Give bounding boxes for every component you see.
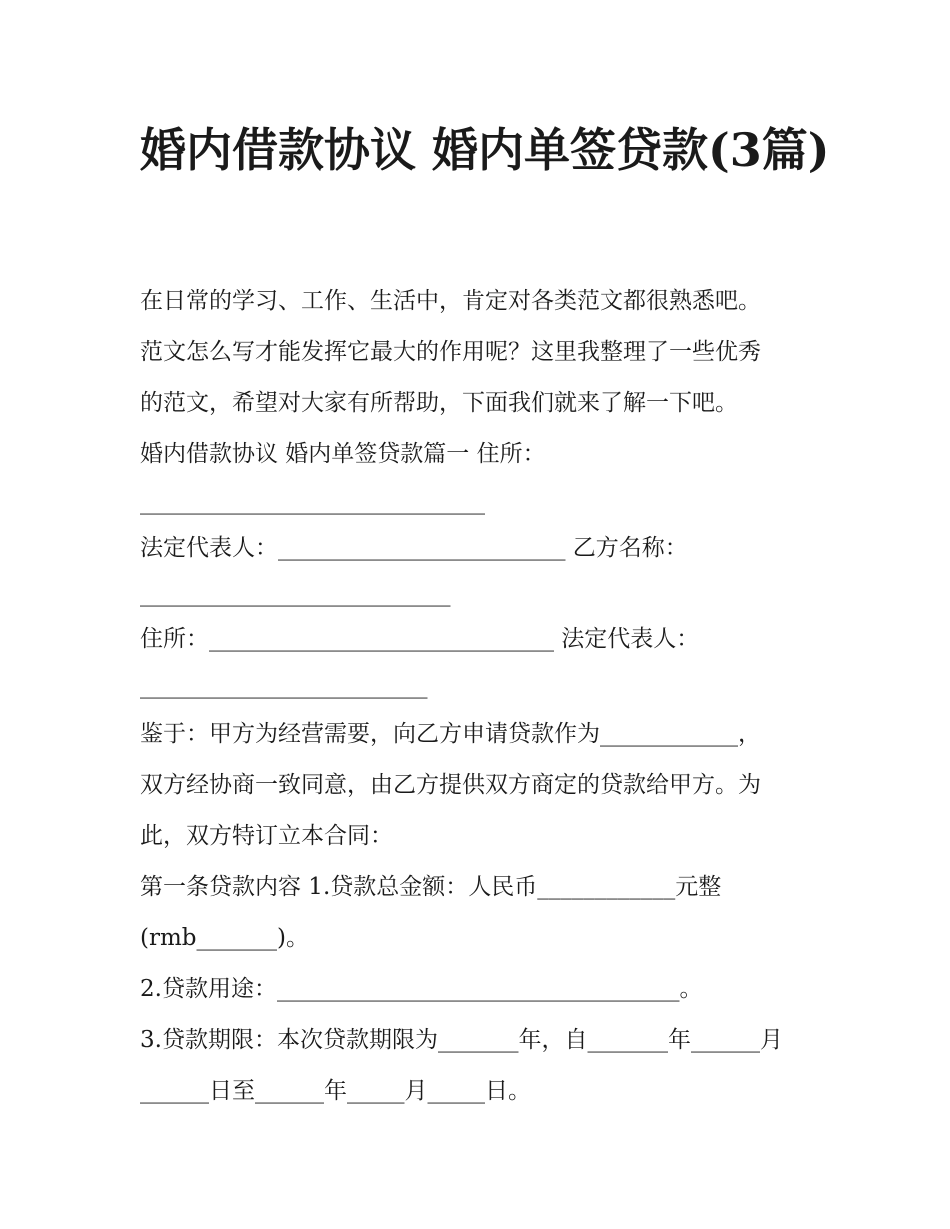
- body-line-4: 婚内借款协议 婚内单签贷款篇一 住所：: [140, 441, 546, 467]
- body-line-3: 的范文，希望对大家有所帮助，下面我们就来了解一下吧。: [140, 390, 738, 416]
- document-title: 婚内借款协议 婚内单签贷款(3篇): [140, 123, 830, 177]
- blank-line-1: ______________________________: [140, 489, 485, 515]
- body-line-5: 法定代表人：_________________________ 乙方名称：: [140, 535, 688, 561]
- body-line-9: 此，双方特订立本合同：: [140, 823, 393, 849]
- body-line-1: 在日常的学习、工作、生活中，肯定对各类范文都很熟悉吧。: [140, 288, 761, 314]
- body-line-7: 鉴于：甲方为经营需要，向乙方申请贷款作为____________，: [140, 721, 761, 747]
- body-line-8: 双方经协商一致同意，由乙方提供双方商定的贷款给甲方。为: [140, 772, 761, 798]
- body-line-2: 范文怎么写才能发挥它最大的作用呢？这里我整理了一些优秀: [140, 339, 761, 365]
- body-line-10: 第一条贷款内容 1.贷款总金额：人民币____________元整: [140, 874, 722, 900]
- body-line-14: ______日至______年_____月_____日。: [140, 1078, 531, 1104]
- blank-line-2: ___________________________: [140, 581, 451, 607]
- body-line-12: 2.贷款用途：___________________________________。: [140, 976, 703, 1002]
- body-line-13: 3.贷款期限：本次贷款期限为_______年，自_______年______月: [140, 1027, 783, 1053]
- body-line-6: 住所：______________________________ 法定代表人：: [140, 626, 700, 652]
- body-line-11: (rmb_______)。: [140, 925, 309, 951]
- blank-line-3: _________________________: [140, 673, 428, 699]
